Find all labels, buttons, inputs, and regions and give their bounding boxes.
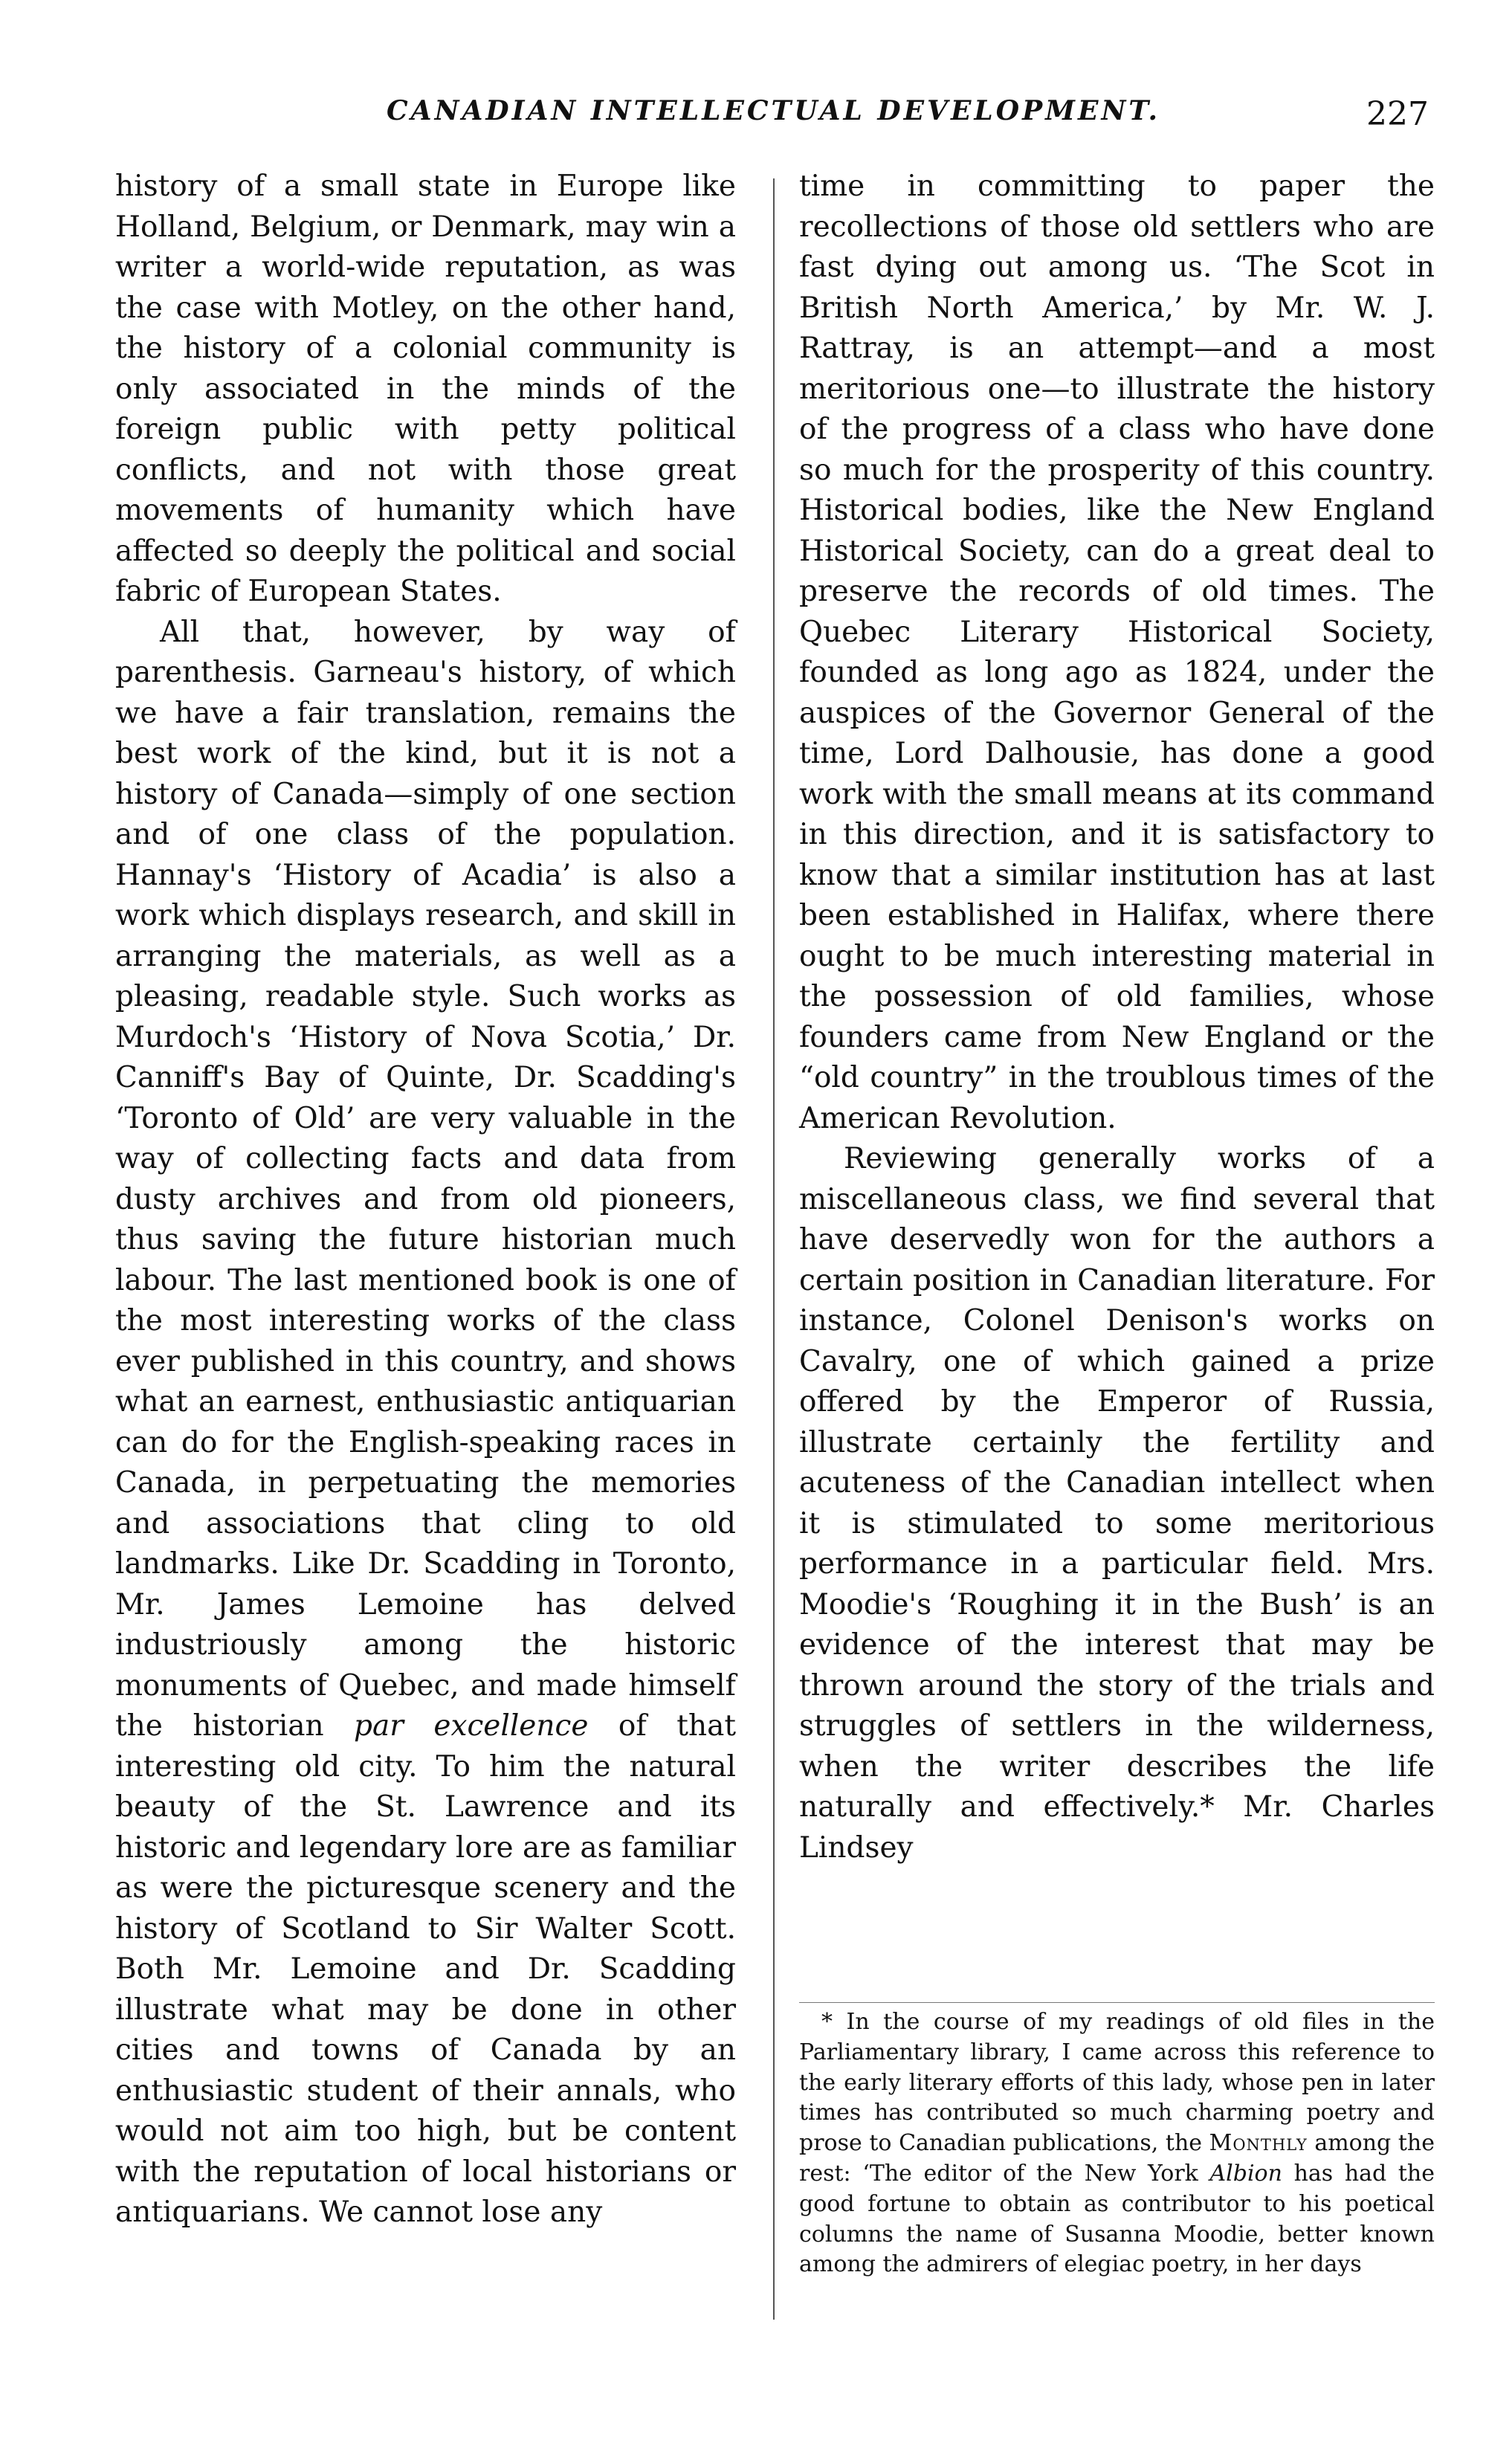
footnote-paragraph xyxy=(799,2007,1435,2280)
footnote-rule xyxy=(799,2002,1435,2003)
footnote-text-b: among the rest: ‘The editor of the New York xyxy=(799,2130,1435,2187)
column-divider xyxy=(773,178,775,2320)
left-paragraph-2-text-a: All that, however, by way of parenthesis. Garneau's history, of which we have a fair translation, remains the best work of the kind, but it is not a history of Canada—simply of one section and of one class of the population. Hannay's ‘History of Acadia’ is also a work which displays research, and skill in arranging the materials, as well as a pleasing, readable style. Such works as Murdoch's ‘History of Nova Scotia,’ Dr. Canniff's Bay of Quinte, Dr. Scadding's ‘Toronto of Old’ are very valuable in the way of collecting facts and data from dusty archives and from old pioneers, thus saving the future historian much labour. The last mentioned book is one of the most interesting works of the class ever published in this country, and shows what an earnest, enthusiastic antiquarian can do for the English-speaking races in Canada, in perpetuating the memories and associations that cling to old landmarks. Like Dr. Scadding in Toronto, Mr. James Lemoine has delved industriously among the historic monuments of Quebec, and made himself the historian xyxy=(115,615,736,1743)
footnote-smallcaps-monthly: Monthly xyxy=(1209,2130,1308,2157)
footnote-text-a: * In the course of my readings of old files in the Parliamentary library, I came across this reference to the early literary efforts of this lady, whose pen in later times has contributed so much charming poetry and prose to Canadian publications, the xyxy=(799,2009,1435,2157)
footnote-italic-albion: Albion xyxy=(1209,2160,1282,2187)
left-paragraph-2 xyxy=(115,613,736,2233)
left-paragraph-2-text-b: of that interesting old city. To him the natural beauty of the St. Lawrence and its historic and legendary lore are as familiar as were the picturesque scenery and the history of Scotland to Sir Walter Scott. Both Mr. Lemoine and Dr. Scadding illustrate what may be done in other cities and towns of Canada by an enthusiastic student of their annals, who would not aim too high, but be content with the reputation of local historians or antiquarians. We cannot lose any xyxy=(115,1709,736,2229)
right-paragraph-1: time in committing to paper the recollections of those old settlers who are fast dying out among us. ‘The Scot in British North America,’ by Mr. W. J. Rattray, is an attempt—and a most meritorious one—to illustrate the history of the progress of a class who have done so much for the prosperity of this country. Historical bodies, like the New England Historical Society, can do a great deal to preserve the records of old times. The Quebec Literary Historical Society, founded as long ago as 1824, under the auspices of the Governor General of the time, Lord Dalhousie, has done a good work with the small means at its command in this direction, and it is satisfactory to know that a similar institution has at last been established in Halifax, where there ought to be much interesting material in the possession of old families, whose founders came from New England or the “old country” in the troublous times of the American Revolution. xyxy=(799,170,1435,1135)
footnote-text-c: has had the good fortune to obtain as contributor to his poetical columns the name of Susanna Moodie, better known among the admirers of elegiac poetry, in her days xyxy=(799,2160,1435,2278)
left-column xyxy=(115,167,736,2233)
running-title: CANADIAN INTELLECTUAL DEVELOPMENT. xyxy=(387,95,1161,126)
left-paragraph-1: history of a small state in Europe like Holland, Belgium, or Denmark, may win a writer a world-wide reputation, as was the case with Motley, on the other hand, the history of a colonial community is only associated in the minds of the foreign public with petty political conflicts, and not with those great movements of humanity which have affected so deeply the political and social fabric of European States. xyxy=(115,170,736,608)
page-number: 227 xyxy=(1366,95,1429,133)
footnote xyxy=(799,2007,1435,2280)
right-column xyxy=(799,167,1435,1868)
italic-phrase-par-excellence: par excellence xyxy=(354,1709,589,1743)
right-paragraph-2: Reviewing generally works of a miscellaneous class, we find several that have deservedly won for the authors a certain position in Canadian literature. For instance, Colonel Denison's works on Cavalry, one of which gained a prize offered by the Emperor of Russia, illustrate certainly the fertility and acuteness of the Canadian intellect when it is stimulated to some meritorious performance in a particular field. Mrs. Moodie's ‘Roughing it in the Bush’ is an evidence of the interest that may be thrown around the story of the trials and struggles of settlers in the wilderness, when the writer describes the life naturally and effectively.* Mr. Charles Lindsey xyxy=(799,1142,1435,1865)
